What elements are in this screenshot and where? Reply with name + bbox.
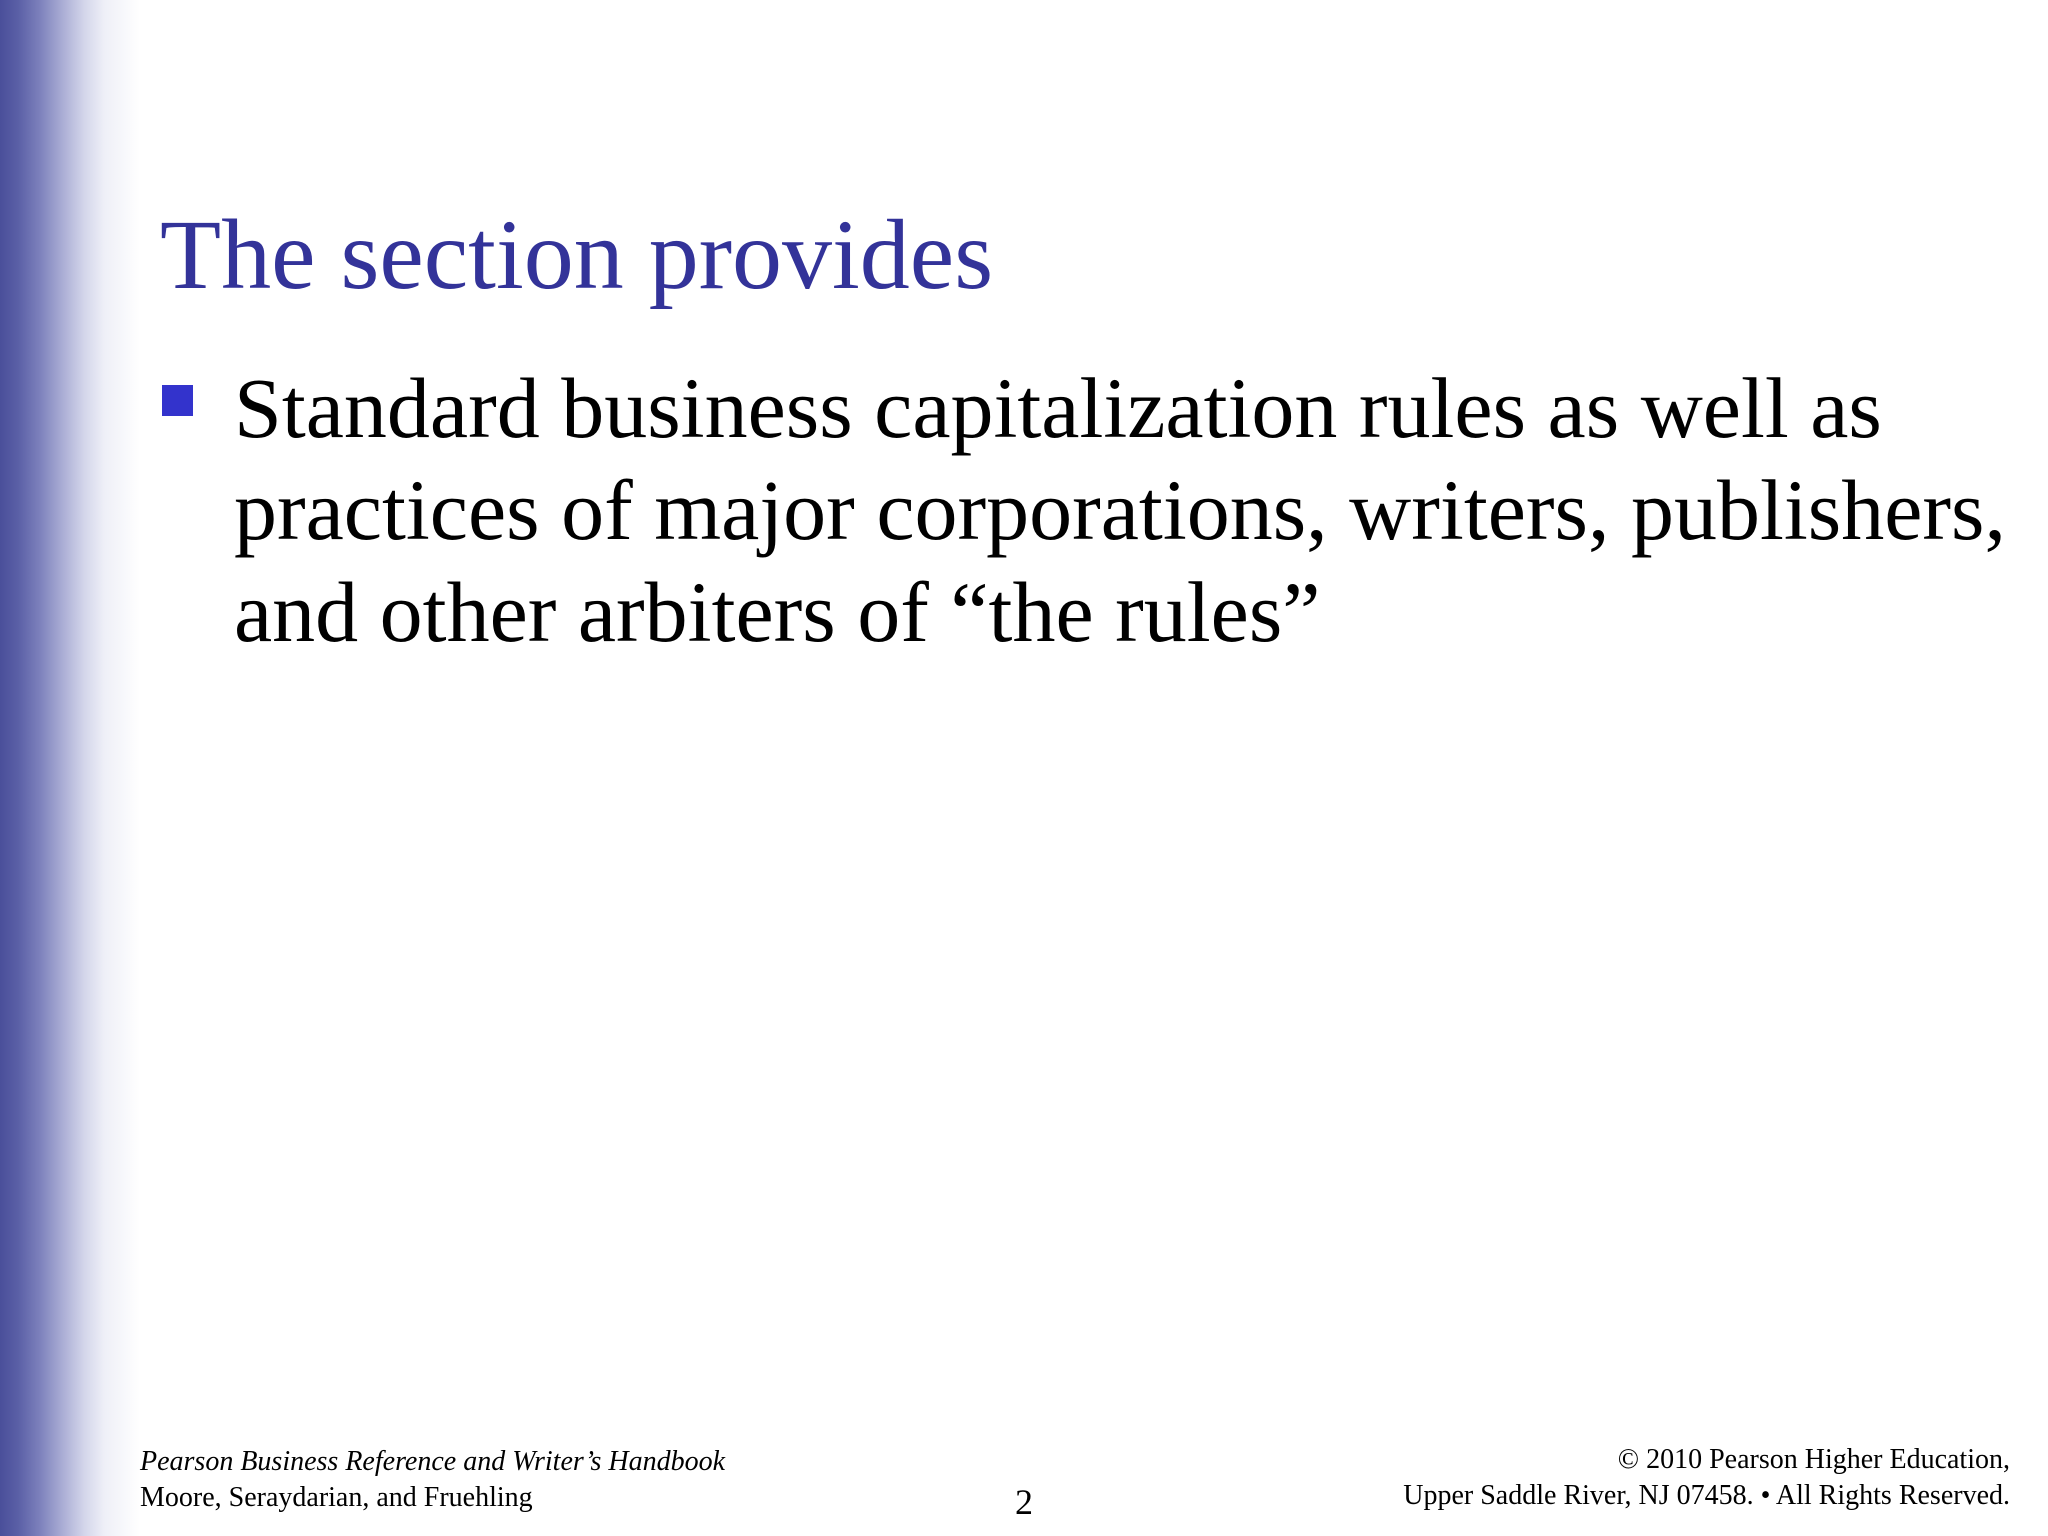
footer-copyright <box>1403 1442 2010 1514</box>
bullet-list <box>160 357 2030 663</box>
decorative-side-bar <box>0 0 140 1536</box>
bullet-item <box>160 357 2030 663</box>
footer-source <box>140 1444 725 1516</box>
bullet-text: Standard business capitalization rules as well as practices of major corporations, writers, publishers, and other arbiters of “the rules” <box>234 360 2007 660</box>
page-number: 2 <box>1015 1482 1033 1522</box>
copyright-line-2: Upper Saddle River, NJ 07458. • All Rights Reserved. <box>1403 1480 2010 1511</box>
footer-book-title: Pearson Business Reference and Writer’s Handbook <box>140 1446 726 1477</box>
footer-authors: Moore, Seraydarian, and Fruehling <box>140 1482 533 1513</box>
copyright-line-1: © 2010 Pearson Higher Education, <box>1617 1444 2010 1475</box>
square-bullet-icon <box>162 385 193 416</box>
slide-title: The section provides <box>160 199 994 310</box>
